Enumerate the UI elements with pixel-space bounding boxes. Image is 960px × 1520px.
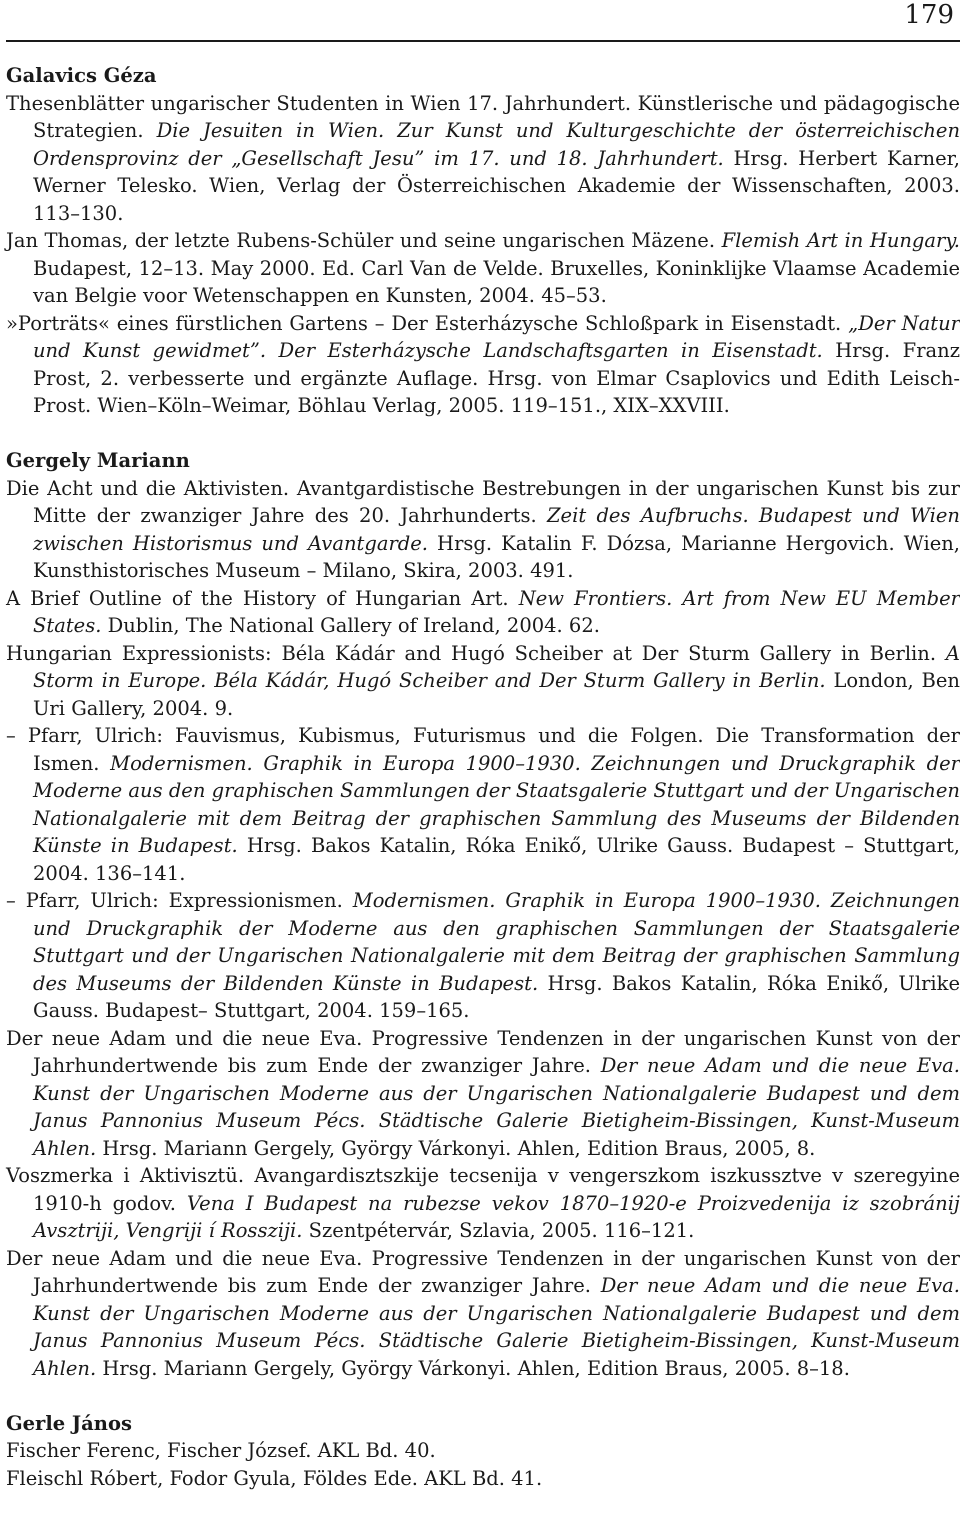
bibliography-entry: [6, 640, 960, 723]
entry-text: Hrsg. Mariann Gergely, György Várkonyi. Ahlen, Edition Braus, 2005, 8.: [96, 1136, 816, 1160]
entry-text: London, Ben Uri Gallery, 2004. 9.: [33, 669, 960, 720]
entry-text: Der neue Adam und die neue Eva. Progressive Tendenzen in der ungarischen Kunst von der Jahrhundertwende bis zum Ende der zwanziger Jahre.: [6, 1246, 960, 1297]
bibliography-entry: [6, 1245, 960, 1383]
bibliography-entry: [6, 227, 960, 310]
author-heading: Gerle János: [6, 1411, 132, 1435]
author-heading: Gergely Mariann: [6, 449, 190, 472]
entry-title-italic: Zeit des Aufbruchs. Budapest und Wien zwischen Historismus und Avantgarde.: [33, 504, 960, 555]
bibliography-entry: [6, 1025, 960, 1163]
author-heading: Galavics Géza: [6, 64, 157, 87]
entry-title-italic: Modernismen. Graphik in Europa 1900–1930. Zeichnungen und Druckgraphik der Moderne aus den graphischen Sammlungen der Staatsgalerie Stuttgart und der Ungarischen Nationalgalerie mit dem Beitrag der graphischen Sammlung des Museums der Bildenden Künste in Budapest.: [33, 751, 960, 857]
bibliography-entry: [6, 310, 960, 420]
bibliography-entry: [6, 1437, 960, 1465]
bibliography-entry: [6, 90, 960, 228]
entry-title-italic: Flemish Art in Hungary.: [721, 229, 960, 252]
bibliography-entry: [6, 585, 960, 640]
entry-title-italic: Die Jesuiten in Wien. Zur Kunst und Kulturgeschichte der österreichischen Ordensprovinz der „Gesellschaft Jesu” im 17. und 18. Jahrhundert.: [33, 119, 960, 170]
bibliography-entry: [6, 1162, 960, 1245]
entry-text: Jan Thomas, der letzte Rubens-Schüler und seine ungarischen Mäzene.: [6, 229, 722, 252]
bibliography-entry: [6, 887, 960, 1025]
entry-text: Hrsg. Franz Prost, 2. verbesserte und ergänzte Auflage. Hrsg. von Elmar Csaplovics und Edith Leisch-Prost. Wien–Köln–Weimar, Böhlau Verlag, 2005. 119–151., XIX–XXVIII.: [33, 339, 960, 417]
bibliography-entry: [6, 475, 960, 585]
entry-text: Hrsg. Katalin F. Dózsa, Marianne Hergovich. Wien, Kunsthistorisches Museum – Milano, Skira, 2003. 491.: [33, 531, 960, 582]
entry-text: – Pfarr, Ulrich: Expressionismen.: [6, 889, 353, 912]
entry-text: – Pfarr, Ulrich: Fauvismus, Kubismus, Futurismus und die Folgen. Die Transformation der Ismen.: [6, 724, 960, 775]
bibliography-section: [6, 1410, 960, 1493]
bibliography-section: [6, 62, 960, 420]
entry-text: Hrsg. Bakos Katalin, Róka Enikő, Ulrike Gauss. Budapest– Stuttgart, 2004. 159–165.: [33, 971, 960, 1022]
entry-title-italic: Der neue Adam und die neue Eva. Kunst der Ungarischen Moderne aus der Ungarischen Nationalgalerie Budapest und dem Janus Pannonius Museum Pécs. Städtische Galerie Bietigheim-Bissingen, Kunst-Museum Ahlen.: [33, 1274, 960, 1380]
entry-text: Der neue Adam und die neue Eva. Progressive Tendenzen in der ungarischen Kunst von der Jahrhundertwende bis zum Ende der zwanziger Jahre.: [6, 1026, 960, 1077]
bibliography-entry: [6, 1465, 960, 1493]
entry-title-italic: Der neue Adam und die neue Eva. Kunst der Ungarischen Moderne aus der Ungarischen Nationalgalerie Budapest und dem Janus Pannonius Museum Pécs. Städtische Galerie Bietigheim-Bissingen, Kunst-Museum Ahlen.: [33, 1054, 960, 1160]
entry-text: A Brief Outline of the History of Hungarian Art.: [6, 586, 519, 610]
entry-title-italic: „Der Natur und Kunst gewidmet”. Der Esterházysche Landschaftsgarten in Eisenstadt.: [33, 311, 960, 362]
entry-title-italic: Vena I Budapest na rubezse vekov 1870–1920-e Proizvedenija iz szobránij Avsztriji, Vengriji í Rossziji.: [33, 1191, 960, 1242]
bibliography-section: [6, 447, 960, 1382]
entry-text: Hrsg. Mariann Gergely, György Várkonyi. Ahlen, Edition Braus, 2005. 8–18.: [96, 1356, 850, 1380]
entry-text: Fischer Ferenc, Fischer József. AKL Bd. 40.: [6, 1439, 436, 1462]
entry-text: »Porträts« eines fürstlichen Gartens – Der Esterházysche Schloßpark in Eisenstadt.: [6, 311, 849, 335]
entry-text: Budapest, 12–13. May 2000. Ed. Carl Van de Velde. Bruxelles, Koninklijke Vlaamse Academie van Belgie voor Wetenschappen en Kunsten, 2004. 45–53.: [33, 256, 960, 307]
entry-text: Fleischl Róbert, Fodor Gyula, Földes Ede. AKL Bd. 41.: [6, 1466, 543, 1490]
entry-text: Die Acht und die Aktivisten. Avantgardistische Bestrebungen in der ungarischen Kunst bis zur Mitte der zwanziger Jahre des 20. Jahrhunderts.: [6, 476, 960, 527]
entry-title-italic: New Frontiers. Art from New EU Member States.: [33, 586, 960, 637]
entry-title-italic: Modernismen. Graphik in Europa 1900–1930. Zeichnungen und Druckgraphik der Moderne aus den graphischen Sammlungen der Staatsgalerie Stuttgart und der Ungarischen Nationalgalerie mit dem Beitrag der graphischen Sammlung des Museums der Bildenden Künste in Budapest.: [33, 889, 960, 995]
entry-text: Hungarian Expressionists: Béla Kádár and Hugó Scheiber at Der Sturm Gallery in Berlin.: [6, 641, 946, 665]
page-number: 179: [904, 0, 954, 30]
entry-text: Hrsg. Bakos Katalin, Róka Enikő, Ulrike Gauss. Budapest – Stuttgart, 2004. 136–141.: [33, 834, 960, 885]
bibliography-entry: [6, 722, 960, 887]
entry-text: Voszmerka i Aktivisztü. Avangardisztszkije tecsenija v vengerszkom iszkussztve v szeregyine 1910-h godov.: [6, 1164, 960, 1215]
entry-text: Dublin, The National Gallery of Ireland, 2004. 62.: [101, 614, 600, 637]
header-rule: [6, 40, 960, 42]
bibliography-content: [6, 62, 960, 1520]
entry-title-italic: A Storm in Europe. Béla Kádár, Hugó Scheiber and Der Sturm Gallery in Berlin.: [33, 641, 960, 692]
entry-text: Hrsg. Herbert Karner, Werner Telesko. Wien, Verlag der Österreichischen Akademie der Wissenschaften, 2003. 113–130.: [33, 146, 960, 225]
entry-text: Szentpétervár, Szlavia, 2005. 116–121.: [302, 1219, 695, 1242]
entry-text: Thesenblätter ungarischer Studenten in Wien 17. Jahrhundert. Künstlerische und pädagogische Strategien.: [6, 91, 960, 142]
